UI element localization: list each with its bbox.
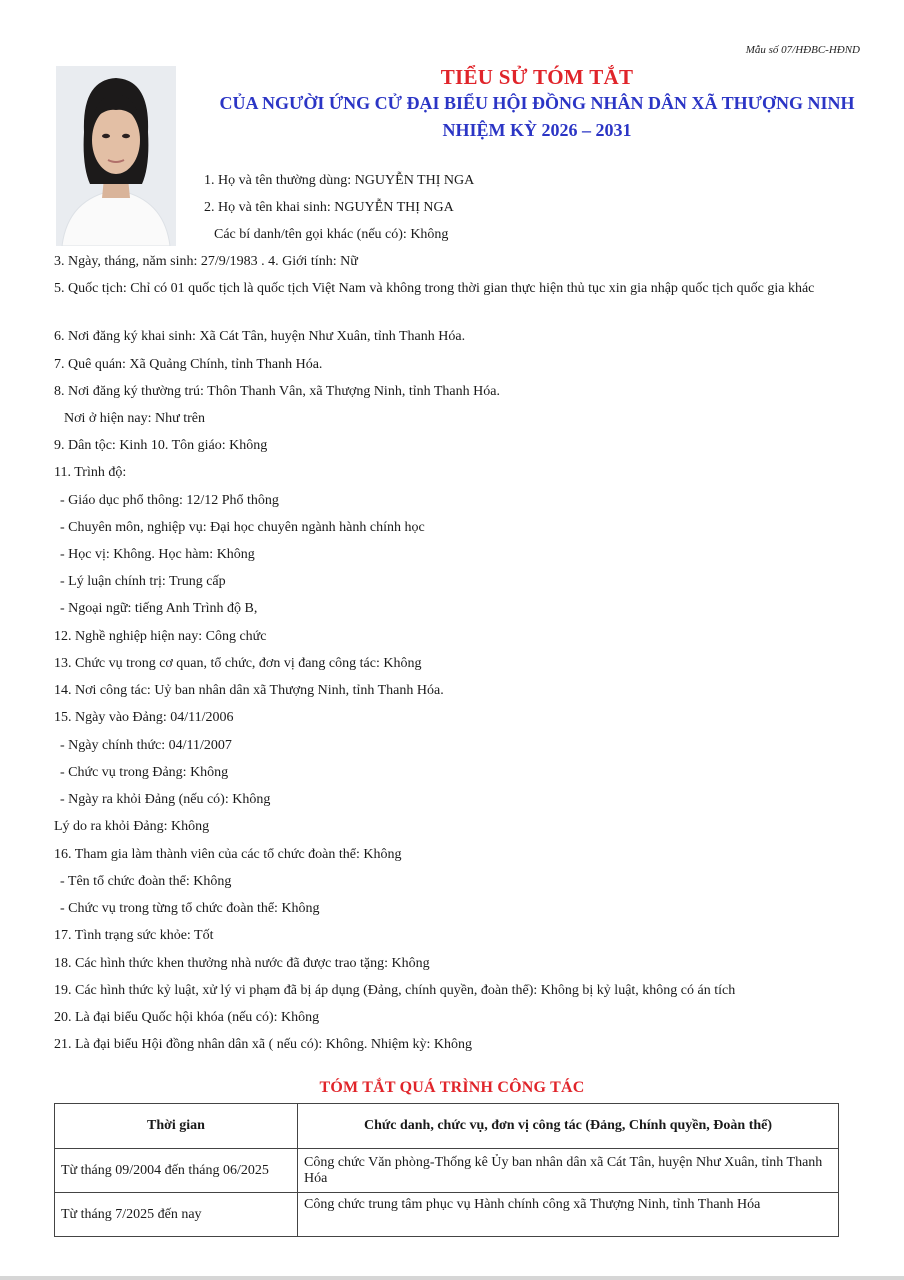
field-alias: Các bí danh/tên gọi khác (nếu có): Không [214, 227, 449, 242]
title-subtitle: CỦA NGƯỜI ỨNG CỬ ĐẠI BIỂU HỘI ĐỒNG NHÂN DÂN XÃ THƯỢNG NINH [219, 93, 855, 113]
field-ethnicity-religion: 9. Dân tộc: Kinh 10. Tôn giáo: Không [54, 438, 268, 453]
field-workplace: 14. Nơi công tác: Uỷ ban nhân dân xã Thượng Ninh, tỉnh Thanh Hóa. [54, 683, 444, 698]
field-current-residence: Nơi ở hiện nay: Như trên [64, 411, 205, 426]
field-party-official-date: - Ngày chính thức: 04/11/2007 [60, 738, 232, 753]
field-awards: 18. Các hình thức khen thưởng nhà nước đã được trao tặng: Không [54, 956, 430, 971]
field-nationality: 5. Quốc tịch: Chỉ có 01 quốc tịch là quốc tịch Việt Nam và không trong thời gian thực hiện thủ tục xin gia nhập quốc tịch quốc gia khác [54, 281, 815, 296]
form-code: Mẫu số 07/HĐBC-HĐND [745, 44, 860, 56]
field-organization-name: - Tên tổ chức đoàn thể: Không [60, 874, 232, 889]
field-general-education: - Giáo dục phổ thông: 12/12 Phổ thông [60, 493, 279, 508]
field-party-position: - Chức vụ trong Đảng: Không [60, 765, 229, 780]
header-period: Thời gian [55, 1104, 298, 1149]
portrait-photo [56, 66, 176, 246]
header-position: Chức danh, chức vụ, đơn vị công tác (Đảng, Chính quyền, Đoàn thể) [298, 1104, 839, 1149]
field-organizations: 16. Tham gia làm thành viên của các tổ chức đoàn thể: Không [54, 847, 402, 862]
field-common-name: 1. Họ và tên thường dùng: NGUYỄN THỊ NGA [204, 173, 475, 188]
field-education-level: 11. Trình độ: [54, 465, 127, 480]
title-term: NHIỆM KỲ 2026 – 2031 [442, 120, 632, 140]
field-council-member: 21. Là đại biểu Hội đồng nhân dân xã ( nếu có): Không. Nhiệm kỳ: Không [54, 1037, 472, 1052]
field-political-theory: - Lý luận chính trị: Trung cấp [60, 574, 226, 589]
row-position: Công chức Văn phòng-Thống kê Ủy ban nhân dân xã Cát Tân, huyện Như Xuân, tỉnh Thanh Hóa [298, 1149, 839, 1193]
field-party-join-date: 15. Ngày vào Đảng: 04/11/2006 [54, 710, 234, 725]
field-party-exit-date: - Ngày ra khỏi Đảng (nếu có): Không [60, 792, 271, 807]
field-hometown: 7. Quê quán: Xã Quảng Chính, tỉnh Thanh Hóa. [54, 357, 323, 372]
page-bottom-edge [0, 1276, 904, 1280]
field-occupation: 12. Nghề nghiệp hiện nay: Công chức [54, 629, 267, 644]
field-foreign-language: - Ngoại ngữ: tiếng Anh Trình độ B, [60, 601, 258, 616]
field-permanent-residence: 8. Nơi đăng ký thường trú: Thôn Thanh Vân, xã Thượng Ninh, tỉnh Thanh Hóa. [54, 384, 500, 399]
field-birth-name: 2. Họ và tên khai sinh: NGUYỄN THỊ NGA [204, 200, 454, 215]
table-row [55, 1193, 839, 1237]
work-history-table [54, 1103, 839, 1237]
work-history-title: TÓM TẮT QUÁ TRÌNH CÔNG TÁC [319, 1079, 585, 1096]
row-period: Từ tháng 7/2025 đến nay [55, 1193, 298, 1237]
field-professional: - Chuyên môn, nghiệp vụ: Đại học chuyên ngành hành chính học [60, 520, 425, 535]
field-position: 13. Chức vụ trong cơ quan, tổ chức, đơn vị đang công tác: Không [54, 656, 422, 671]
table-header-row [55, 1104, 839, 1149]
field-birth-registration: 6. Nơi đăng ký khai sinh: Xã Cát Tân, huyện Như Xuân, tỉnh Thanh Hóa. [54, 329, 466, 344]
row-period: Từ tháng 09/2004 đến tháng 06/2025 [55, 1149, 298, 1193]
table-row [55, 1149, 839, 1193]
field-birthdate-gender: 3. Ngày, tháng, năm sinh: 27/9/1983 . 4. Giới tính: Nữ [54, 254, 358, 269]
field-party-exit-reason: Lý do ra khỏi Đảng: Không [54, 819, 210, 834]
field-degree: - Học vị: Không. Học hàm: Không [60, 547, 255, 562]
row-position: Công chức trung tâm phục vụ Hành chính công xã Thượng Ninh, tỉnh Thanh Hóa [298, 1193, 839, 1237]
field-organization-role: - Chức vụ trong từng tổ chức đoàn thể: Không [60, 901, 320, 916]
field-health: 17. Tình trạng sức khỏe: Tốt [54, 928, 214, 943]
field-discipline: 19. Các hình thức kỷ luật, xử lý vi phạm đã bị áp dụng (Đảng, chính quyền, đoàn thể): Không bị kỷ luật, không có án tích [54, 983, 736, 998]
field-national-assembly: 20. Là đại biểu Quốc hội khóa (nếu có): Không [54, 1010, 320, 1025]
title-main: TIỂU SỬ TÓM TẮT [440, 65, 634, 89]
document-title [200, 64, 874, 144]
